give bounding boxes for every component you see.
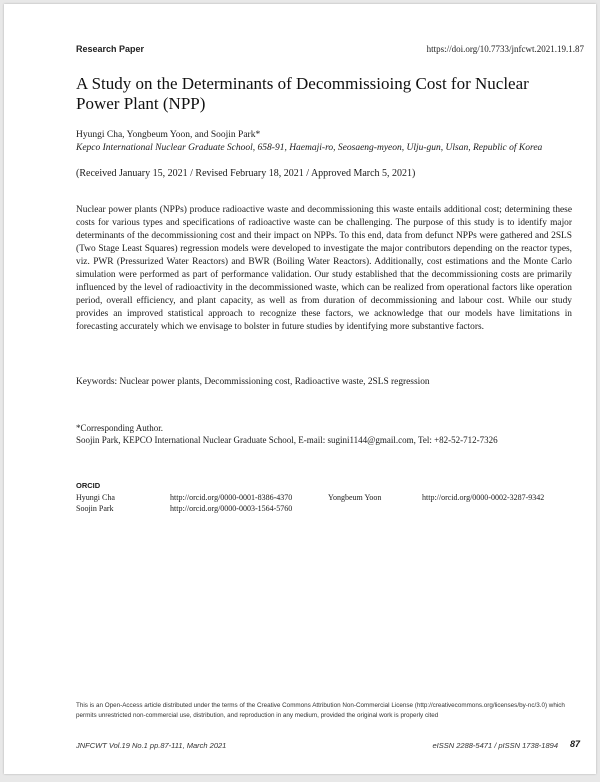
- page-number: 87: [569, 739, 580, 749]
- orcid-name: Soojin Park: [76, 504, 114, 513]
- submission-dates: (Received January 15, 2021 / Revised February 18, 2021 / Approved March 5, 2021): [76, 168, 416, 179]
- orcid-heading: ORCID: [76, 481, 101, 490]
- orcid-name: Hyungi Cha: [76, 493, 115, 502]
- issn: eISSN 2288-5471 / pISSN 1738-1894: [432, 741, 558, 750]
- corresponding-details: Soojin Park, KEPCO International Nuclear Graduate School, E-mail: sugini1144@gmail.com, Tel: +82-52-712-7326: [76, 435, 498, 445]
- author-list: Hyungi Cha, Yongbeum Yoon, and Soojin Park*: [76, 130, 261, 140]
- paper-title: A Study on the Determinants of Decommissioing Cost for Nuclear Power Plant (NPP): [76, 74, 529, 113]
- corresponding-label: *Corresponding Author.: [76, 423, 163, 433]
- paper-page: [4, 4, 596, 774]
- orcid-link[interactable]: http://orcid.org/0000-0003-1564-5760: [170, 504, 293, 513]
- orcid-link[interactable]: http://orcid.org/0000-0001-8386-4370: [170, 493, 293, 502]
- abstract: Nuclear power plants (NPPs) produce radioactive waste and decommissioning this waste entails additional cost; determining these costs for various types and specifications of radioactive waste can be challenging. The purpose of this study is to identify major determinants of the decommissioning cost and their impact on NPPs. To this end, data from defunct NPPs were gathered and 2SLS (Two Stage Least Squares) regression models were developed to investigate the major contributors depending on the reactor types, viz. PWR (Pressurized Water Reactors) and BWR (Boiling Water Reactors). Additionally, cost estimations and the Monte Carlo simulation were performed as part of performance validation. Our study established that the decommissioning costs are primarily influenced by the level of radioactivity in the decommissioned waste, which can be realized from operational factors like operation period, overall efficiency, and plant capacity, as well as from duration of decommissioning and labour cost. While our study provides an improved statistical approach to recognize these factors, we acknowledge that our models have limitations in forecasting accurately which we envisage to bolster in future studies by identifying more substantive factors.: [76, 205, 572, 332]
- license-note: This is an Open-Access article distributed under the terms of the Creative Commons Attribution Non-Commercial License (http://creativecommons.org/licenses/by-nc/3.0) which permits unrestricted non-commercial use, distribution, and reproduction in any medium, provided the original work is properly cited: [76, 702, 565, 719]
- paper-type-label: Research Paper: [76, 44, 145, 54]
- orcid-name: Yongbeum Yoon: [328, 493, 382, 502]
- keywords: Keywords: Nuclear power plants, Decommissioning cost, Radioactive waste, 2SLS regression: [76, 377, 430, 387]
- orcid-row: [76, 492, 556, 503]
- orcid-link[interactable]: http://orcid.org/0000-0002-3287-9342: [422, 493, 545, 502]
- orcid-row: [76, 503, 556, 514]
- corresponding-author: [76, 422, 498, 446]
- doi-link[interactable]: https://doi.org/10.7733/jnfcwt.2021.19.1.87: [426, 44, 584, 54]
- affiliation: Kepco International Nuclear Graduate School, 658-91, Haemaji-ro, Seosaeng-myeon, Ulju-gun, Ulsan, Republic of Korea: [76, 143, 543, 153]
- journal-citation: JNFCWT Vol.19 No.1 pp.87-111, March 2021: [76, 741, 227, 750]
- orcid-table: [76, 492, 556, 514]
